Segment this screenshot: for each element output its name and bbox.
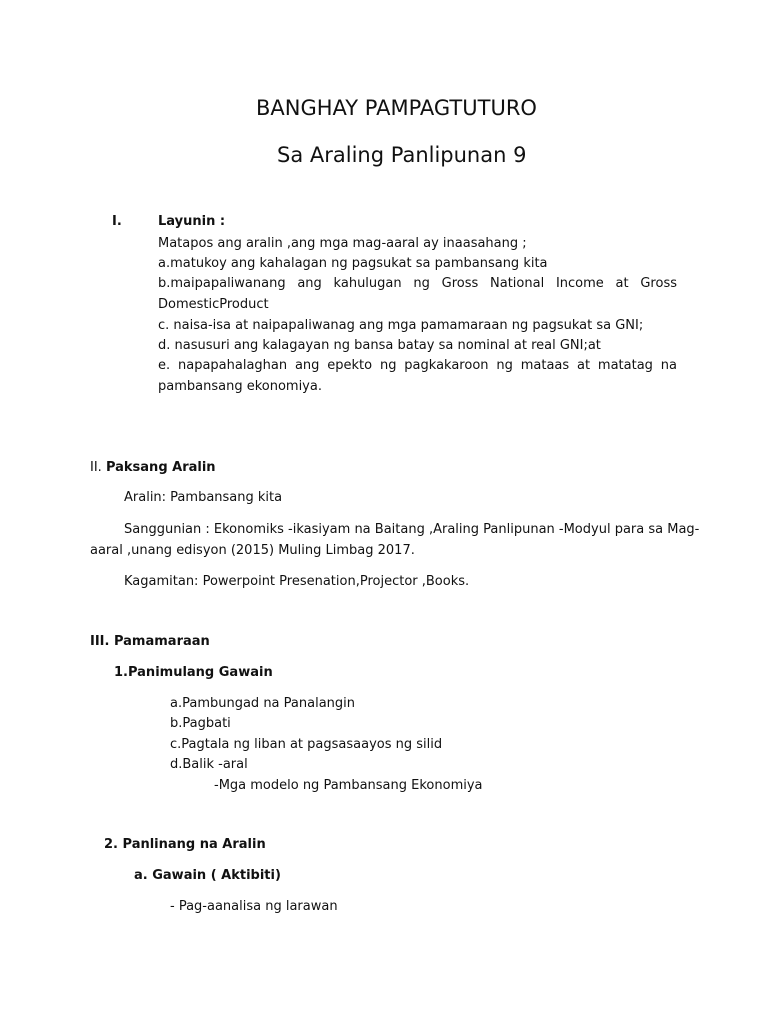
section1-numeral: I. — [112, 214, 122, 229]
sanggunian-line2: aaral ,unang edisyon (2015) Muling Limbag 2017. — [90, 543, 415, 558]
section2-heading: Paksang Aralin — [105, 460, 216, 475]
objective-c: c. naisa-isa at naipapaliwanag ang mga pamamaraan ng pagsukat sa GNI; — [158, 318, 644, 333]
objective-a: a.matukoy ang kahalagan ng pagsukat sa pambansang kita — [158, 256, 548, 271]
list-subitem: -Mga modelo ng Pambansang Ekonomiya — [214, 778, 483, 793]
section1-heading: Layunin : — [158, 214, 226, 229]
section1-intro: Matapos ang aralin ,ang mga mag-aaral ay inaasahang ; — [158, 236, 527, 251]
aralin-line: Aralin: Pambansang kita — [124, 490, 283, 505]
list-item: c.Pagtala ng liban at pagsasaayos ng silid — [170, 737, 443, 752]
section2-header — [90, 460, 216, 475]
objective-d: d. nasusuri ang kalagayan ng bansa batay sa nominal at real GNI;at — [158, 338, 601, 353]
kagamitan-line: Kagamitan: Powerpoint Presenation,Projector ,Books. — [124, 574, 470, 589]
objective-b-line1: b.maipapaliwanang ang kahulugan ng Gross National Income at Gross — [158, 276, 677, 291]
list-item: b.Pagbati — [170, 716, 231, 731]
section3-heading: III. Pamamaraan — [90, 634, 210, 649]
objective-e-line2: pambansang ekonomiya. — [158, 379, 322, 394]
list-item: a.Pambungad na Panalangin — [170, 696, 356, 711]
sanggunian-line1: Sanggunian : Ekonomiks -ikasiyam na Baitang ,Araling Panlipunan -Modyul para sa Mag- — [124, 522, 700, 537]
panimulang-gawain-heading: 1.Panimulang Gawain — [114, 665, 273, 680]
list-item: d.Balik -aral — [170, 757, 248, 772]
objective-b-line2: DomesticProduct — [158, 297, 269, 312]
gawain-item: - Pag-aanalisa ng larawan — [170, 899, 338, 914]
objective-e-line1: e. napapahalaghan ang epekto ng pagkakaroon ng mataas at matatag na — [158, 358, 677, 373]
document-subtitle: Sa Araling Panlipunan 9 — [277, 143, 527, 167]
document-title: BANGHAY PAMPAGTUTURO — [256, 96, 537, 120]
section2-numeral: II. — [90, 460, 102, 475]
panlinang-heading: 2. Panlinang na Aralin — [104, 837, 266, 852]
gawain-heading: a. Gawain ( Aktibiti) — [134, 868, 281, 883]
